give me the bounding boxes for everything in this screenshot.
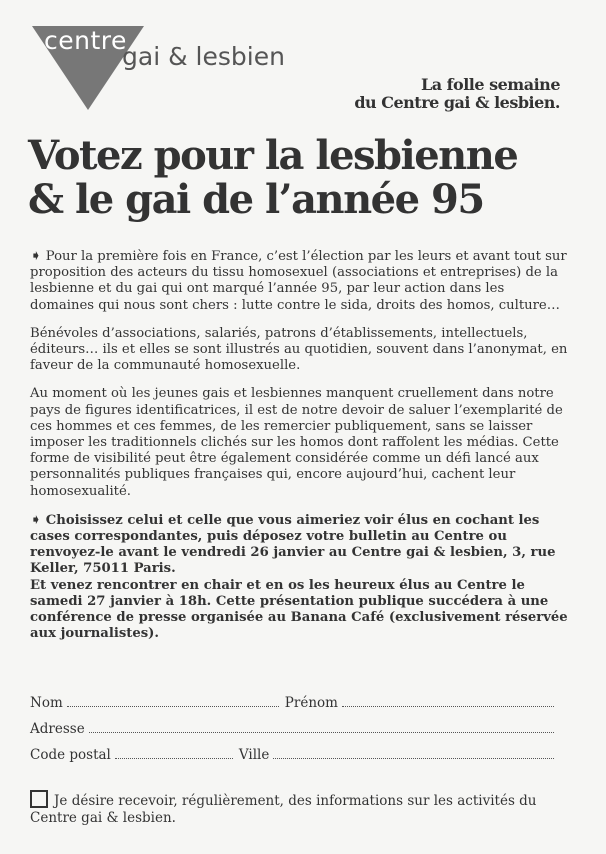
ballot-form: [30, 694, 560, 772]
prenom-label: Prénom: [284, 695, 338, 711]
prenom-field[interactable]: [342, 694, 554, 707]
optin-checkbox[interactable]: [30, 790, 48, 808]
logo-text-centre: centre: [44, 26, 127, 55]
tagline-line2: du Centre gai & lesbien.: [354, 93, 560, 112]
code-postal-label: Code postal: [30, 747, 111, 763]
nom-label: Nom: [30, 695, 63, 711]
arrow-icon: ➧: [30, 248, 42, 264]
form-row-name: [30, 694, 560, 720]
logo-text-gai-lesbien: gai & lesbien: [122, 42, 285, 71]
title-line1: Votez pour la lesbienne: [28, 132, 518, 179]
paragraph-3: Au moment où les jeunes gais et lesbiennes manquent cruellement dans notre pays de figures identificatrices, il est de notre devoir de saluer l’exemplarité de ces hommes et ces femmes, de les remercier publiquement, sans se laisser imposer les traditionnels clichés sur les homos dont raffolent les médias. Cette forme de visibilité peut être également considérée comme un défi lancé aux personnalités publiques françaises qui, encore aujourd’hui, cachent leur homosexualité.: [30, 386, 563, 499]
form-row-address: [30, 720, 560, 746]
adresse-label: Adresse: [30, 721, 85, 737]
ville-field[interactable]: [273, 746, 554, 759]
tagline-line1: La folle semaine: [420, 75, 560, 94]
title-line2: & le gai de l’année 95: [28, 176, 484, 223]
tagline: [354, 76, 560, 112]
adresse-field[interactable]: [89, 720, 554, 733]
paragraph-1: ➧ Pour la première fois en France, c’est l’élection par les leurs et avant tout sur proposition des acteurs du tissu homosexuel (associations et entreprises) de la lesbienne et du gai qui ont marqué l’année 95, par leur action dans les domaines qui nous sont chers : lutte contre le sida, droits des homos, culture…: [30, 248, 567, 313]
nom-field[interactable]: [67, 694, 279, 707]
arrow-icon: ➧: [30, 511, 42, 528]
paragraph-4: ➧ Choisissez celui et celle que vous aimeriez voir élus en cochant les cases correspondantes, puis déposez votre bulletin au Centre ou renvoyez-le avant le vendredi 26 janvier au Centre gai & lesbien, 3, rue Keller, 75011 Paris.: [30, 511, 556, 577]
form-row-city: [30, 746, 560, 772]
ville-label: Ville: [238, 747, 270, 763]
page-title: [28, 134, 588, 222]
body-text: [30, 248, 568, 656]
logo: [30, 24, 320, 104]
paragraph-2: Bénévoles d’associations, salariés, patrons d’établissements, intellectuels, éditeurs… ils et elles se sont illustrés au quotidien, souvent dans l’anonymat, en faveur de la communauté homosexuelle.: [30, 325, 568, 374]
optin-label: Je désire recevoir, régulièrement, des informations sur les activités du Centre gai & lesbien.: [30, 793, 537, 826]
optin-row: [30, 790, 570, 827]
code-postal-field[interactable]: [115, 746, 233, 759]
paragraph-5: Et venez rencontrer en chair et en os les heureux élus au Centre le samedi 27 janvier à 18h. Cette présentation publique succédera à une conférence de presse organisée au Banana Café (exclusivement réservée aux journalistes).: [30, 577, 568, 642]
